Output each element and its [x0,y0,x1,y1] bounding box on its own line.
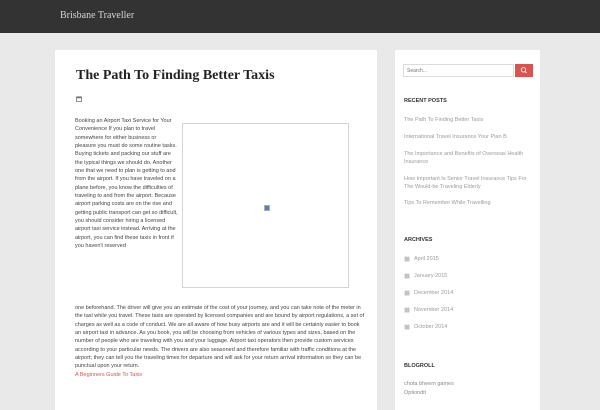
archive-item[interactable] [404,272,524,281]
calendar-icon [404,307,410,313]
related-post-link[interactable]: A Beginners Guide To Taxis [75,371,143,378]
post-title: The Path To Finding Better Taxis [76,68,275,83]
recent-post-link[interactable]: How Important Is Senior Travel Insurance Tips For The Would-be Traveling Elderly [404,176,527,190]
post-paragraph-text: one beforehand. The driver will give you an estimate of the cost of your journey, and you can take note of the meter in the taxi while you travel. These taxis are operated by licensed companies and are bound by airport regulations, a set of charges as well as a code of conduct. We are all aware of how busy airports are and it will be certainly easier to book an airport taxi in advance. As you book, you will be choosing from vehicles of various types and sizes, based on the number of people who are traveling with you and your luggage. Airport taxi operators then provide custom services according to your particular needs. The drivers are also seasoned and therefore familiar with traffic conditions at the airport; they can tell you the traveling times for departure and will ask for your return arrival information so they can be punctual upon your return. [75,305,365,370]
search-input[interactable] [403,64,514,77]
calendar-icon [404,290,410,296]
blogroll-link[interactable]: chota bheem games [404,381,454,387]
archive-link[interactable]: December 2014 [414,290,454,296]
post-content-area [55,50,377,410]
recent-post-link[interactable]: International Travel Insurance Your Plan B [404,134,507,140]
archive-item[interactable] [404,255,524,264]
blogroll-title: BLOGROLL [404,363,435,369]
recent-post-link[interactable]: Tips To Remember While Travelling [404,200,491,206]
calendar-icon [76,96,82,102]
top-navbar [0,0,600,33]
search-icon [515,64,533,77]
archives-title: ARCHIVES [404,237,433,243]
sidebar [395,50,540,410]
archive-item[interactable] [404,323,524,332]
calendar-icon [404,256,410,262]
calendar-icon [404,324,410,330]
recent-posts-title: RECENT POSTS [404,98,447,104]
recent-post-link[interactable]: The Path To Finding Better Taxis [404,117,484,123]
search-button[interactable] [515,64,533,77]
post-paragraph [75,304,365,379]
recent-post-link[interactable]: The Importance and Benefits of Overseas Health Insurance [404,151,524,165]
site-title-link[interactable]: Brisbane Traveller [60,10,135,21]
broken-image-icon [264,205,270,211]
archive-link[interactable]: October 2014 [414,324,448,330]
calendar-icon [404,273,410,279]
archive-link[interactable]: January 2015 [414,273,448,279]
archive-item[interactable] [404,306,524,315]
post-image [182,123,349,288]
archive-link[interactable]: November 2014 [414,307,454,313]
post-paragraph-wrapped: Booking an Airport Taxi Service for Your Convenience If you plan to travel somewhere for either business or pleasure you must do some routine tasks. Buying tickets and packing our stuff are the typical things we should do. Another one that we need to plan is getting to and from the airport. If you have traveled on a plane before, you know the difficulties of traveling to and from the airport. Because airport parking costs are on the rise and getting public transport can get so difficult, you should consider hiring a licensed airport taxi service instead. Arriving at the airport, you can find these taxis in front if you haven't reserved [75,118,178,250]
archive-link[interactable]: April 2015 [414,256,439,262]
archive-item[interactable] [404,289,524,298]
blogroll-link[interactable]: Optiondit [404,390,427,396]
